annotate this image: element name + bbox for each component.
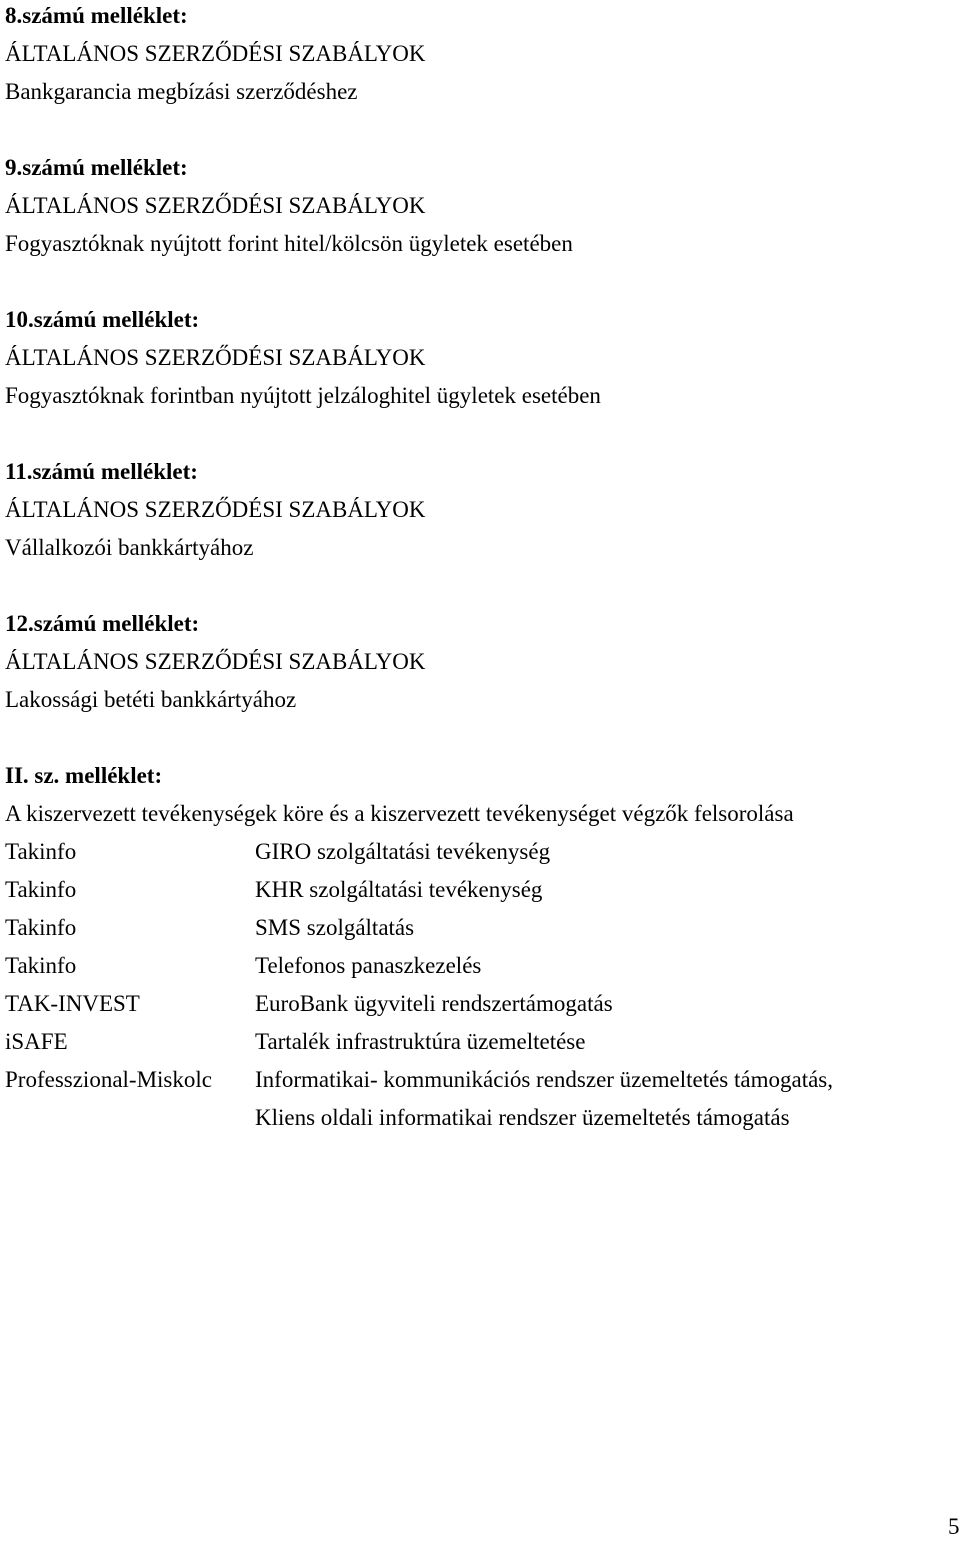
annex-12	[5, 605, 945, 719]
contractor-row	[5, 985, 945, 1023]
provider-name: TAK-INVEST	[5, 991, 140, 1016]
service-description	[255, 947, 945, 985]
service-line: EuroBank ügyviteli rendszertámogatás	[255, 991, 613, 1016]
annex-heading: 11.számú melléklet:	[5, 459, 198, 484]
annex-11	[5, 453, 945, 567]
service-description	[255, 833, 945, 871]
annex-8	[5, 0, 945, 111]
service-line: Telefonos panaszkezelés	[255, 953, 482, 978]
provider-name: Takinfo	[5, 877, 77, 902]
outsourcing-heading: II. sz. melléklet:	[5, 763, 163, 788]
contractor-row	[5, 871, 945, 909]
annex-heading: 9.számú melléklet:	[5, 155, 188, 180]
annex-subtitle: Lakossági betéti bankkártyához	[5, 687, 297, 712]
service-description	[255, 985, 945, 1023]
annex-title: ÁLTALÁNOS SZERZŐDÉSI SZABÁLYOK	[5, 497, 426, 522]
provider-name: Takinfo	[5, 953, 77, 978]
page-number: 5	[948, 1514, 960, 1539]
annex-10	[5, 301, 945, 415]
provider-name: Takinfo	[5, 915, 77, 940]
contractor-row	[5, 947, 945, 985]
annex-heading: 10.számú melléklet:	[5, 307, 200, 332]
service-line: KHR szolgáltatási tevékenység	[255, 877, 543, 902]
service-description	[255, 871, 945, 909]
service-description	[255, 1061, 945, 1137]
contractor-row	[5, 1023, 945, 1061]
provider-name: Takinfo	[5, 839, 77, 864]
document-page	[5, 0, 945, 1137]
service-line: Tartalék infrastruktúra üzemeltetése	[255, 1029, 586, 1054]
annex-9	[5, 149, 945, 263]
service-line: SMS szolgáltatás	[255, 915, 415, 940]
annex-title: ÁLTALÁNOS SZERZŐDÉSI SZABÁLYOK	[5, 41, 426, 66]
service-description	[255, 909, 945, 947]
contractor-row	[5, 1061, 945, 1137]
outsourcing-description: A kiszervezett tevékenységek köre és a kiszervezett tevékenységet végzők felsorolása	[5, 801, 794, 826]
provider-name: Professzional-Miskolc	[5, 1067, 212, 1092]
service-line: Informatikai- kommunikációs rendszer üzemeltetés támogatás,	[255, 1067, 833, 1092]
outsourcing-annex	[5, 757, 945, 1137]
annex-title: ÁLTALÁNOS SZERZŐDÉSI SZABÁLYOK	[5, 345, 426, 370]
annex-subtitle: Fogyasztóknak nyújtott forint hitel/kölcsön ügyletek esetében	[5, 231, 573, 256]
annex-subtitle: Fogyasztóknak forintban nyújtott jelzáloghitel ügyletek esetében	[5, 383, 601, 408]
contractor-row	[5, 833, 945, 871]
annex-subtitle: Bankgarancia megbízási szerződéshez	[5, 79, 358, 104]
annex-title: ÁLTALÁNOS SZERZŐDÉSI SZABÁLYOK	[5, 649, 426, 674]
service-line: Kliens oldali informatikai rendszer üzemeltetés támogatás	[255, 1105, 790, 1130]
annex-title: ÁLTALÁNOS SZERZŐDÉSI SZABÁLYOK	[5, 193, 426, 218]
service-description	[255, 1023, 945, 1061]
contractor-row	[5, 909, 945, 947]
annex-heading: 8.számú melléklet:	[5, 3, 188, 28]
provider-name: iSAFE	[5, 1029, 68, 1054]
annex-subtitle: Vállalkozói bankkártyához	[5, 535, 254, 560]
service-line: GIRO szolgáltatási tevékenység	[255, 839, 551, 864]
annex-heading: 12.számú melléklet:	[5, 611, 200, 636]
